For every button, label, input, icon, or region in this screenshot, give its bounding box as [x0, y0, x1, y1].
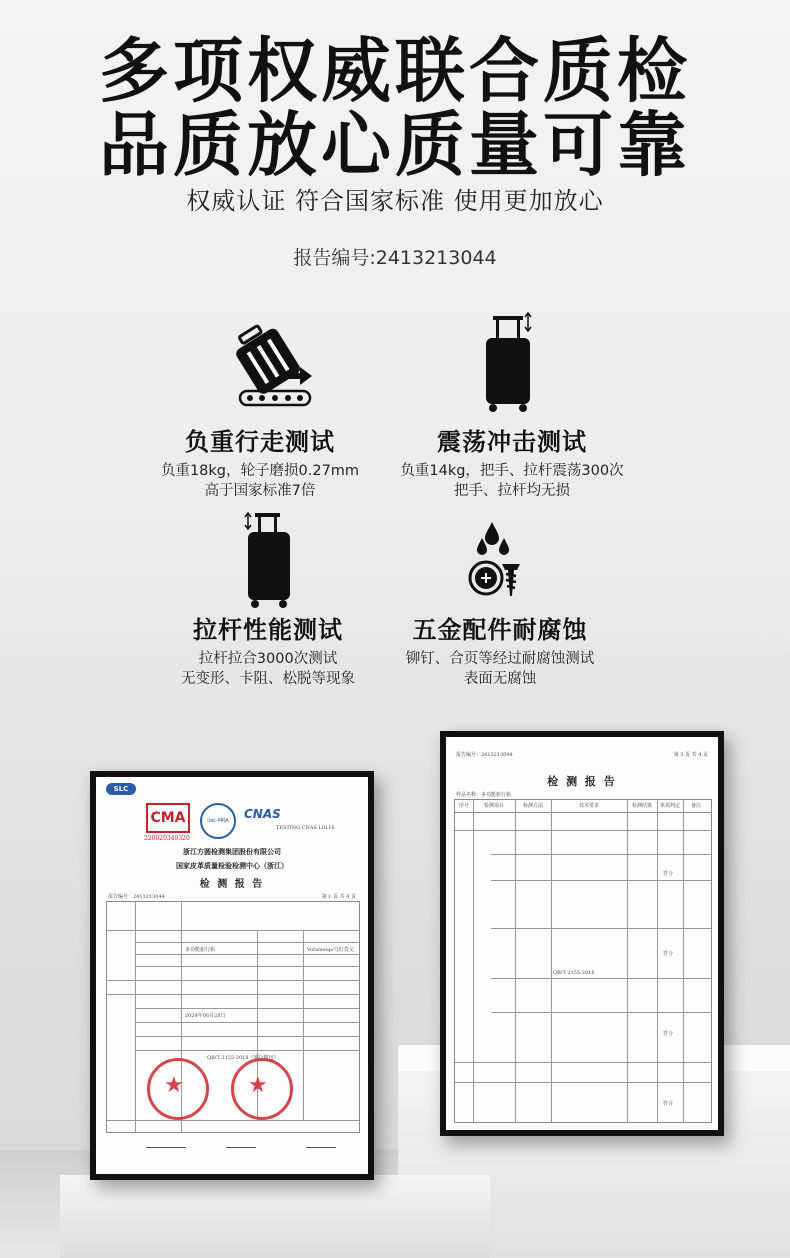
headline-line-2: 品质放心质量可靠: [99, 104, 691, 186]
report-number: 报告编号:2413213044: [293, 247, 497, 269]
feature-desc: 拉杆拉合3000次测试: [198, 651, 338, 667]
feature-desc: 表面无腐蚀: [463, 671, 537, 687]
feature-desc: 把手、拉杆均无损: [454, 483, 570, 499]
col-header: 备注: [690, 803, 701, 809]
cert-right-result: 符合: [663, 1031, 674, 1037]
col-header: 序号: [458, 803, 469, 809]
cert-left-sample: 多功能旅行箱: [185, 947, 216, 953]
podium-left: [60, 1175, 490, 1258]
cert-org-2: 国家皮革质量检验检测中心（浙江）: [176, 861, 288, 870]
col-header: 单项判定: [659, 803, 680, 809]
cert-right-result: 符合: [663, 1101, 674, 1107]
feature-desc: 无变形、卡阻、松脱等现象: [181, 671, 355, 687]
cert-left-table: [106, 901, 360, 1133]
cert-left-title: 检 测 报 告: [199, 879, 265, 890]
cert-left-report-no: 报告编号：2413213044: [108, 894, 165, 900]
cnas-text: TESTING CNAS L0116: [276, 825, 335, 831]
luggage-wheel-test-icon: [222, 315, 332, 414]
cert-left-date: 2024年06月28日: [185, 1013, 226, 1019]
mra-badge-text: ilac-MRA: [207, 818, 229, 824]
cert-right-result: 符合: [663, 871, 674, 877]
feature-title: 震荡冲击测试: [437, 428, 587, 456]
feature-desc: 铆钉、合页等经过耐腐蚀测试: [405, 651, 595, 667]
cert-right-result: 符合: [663, 951, 674, 957]
feature-desc: 负重14kg，把手、拉杆震荡300次: [400, 463, 624, 479]
certificate-right-page: [446, 737, 718, 1130]
certificate-right-frame: [440, 731, 724, 1136]
col-header: 检测方法: [522, 803, 543, 809]
cert-org-1: 浙江方圆检测集团股份有限公司: [183, 847, 281, 856]
col-header: 技术要求: [578, 803, 599, 809]
feature-shock: [362, 422, 662, 501]
col-header: 检测项目: [483, 803, 504, 809]
cnas-badge: [244, 807, 281, 821]
cert-left-brand: Volumeup/乌灯莫戈: [307, 947, 354, 953]
cma-badge: [146, 803, 190, 833]
cert-right-header-row: [455, 800, 711, 813]
signature-line: [306, 1147, 336, 1148]
feature-title: 五金配件耐腐蚀: [412, 616, 588, 644]
mra-badge: [200, 803, 236, 839]
feature-desc: 高于国家标准7倍: [204, 483, 316, 499]
slc-logo-text: SLC: [113, 785, 129, 793]
cma-number: 220020349320: [144, 835, 190, 842]
signature-line: [146, 1147, 186, 1148]
slc-logo: [106, 783, 136, 795]
cert-right-standard: QB/T 2155-2018: [553, 970, 595, 976]
signature-line: [226, 1147, 256, 1148]
headline-line-1: 多项权威联合质检: [99, 30, 691, 112]
cert-left-standard: QB/T 2155-2018《旅行箱包》: [207, 1055, 279, 1061]
cert-left-page: 第 1 页 共 4 页: [321, 894, 356, 900]
col-header: 检测结果: [631, 803, 652, 809]
cert-right-page: 第 3 页 共 4 页: [673, 752, 708, 758]
feature-corrosion: [350, 610, 650, 689]
subtitle: 权威认证 符合国家标准 使用更加放心: [186, 187, 604, 215]
cnas-badge-text: CNAS: [244, 807, 281, 821]
cert-right-title: 检 测 报 告: [547, 775, 617, 788]
feature-title: 拉杆性能测试: [193, 616, 343, 644]
certificate-left-page: [96, 777, 368, 1174]
suitcase-shock-icon: [478, 310, 538, 419]
cma-badge-text: CMA: [150, 810, 186, 826]
cert-right-sample: 样品名称：多功能旅行箱: [456, 792, 512, 798]
certificate-left-frame: [90, 771, 374, 1180]
suitcase-handle-icon: [240, 510, 300, 614]
feature-title: 负重行走测试: [185, 428, 335, 456]
feature-desc: 负重18kg，轮子磨损0.27mm: [160, 463, 360, 479]
cert-right-report-no: 报告编号：2413213044: [456, 752, 513, 758]
red-seal-right: ★: [231, 1058, 293, 1120]
red-seal-left: ★: [147, 1058, 209, 1120]
cert-right-table: [454, 799, 712, 1123]
corrosion-screw-icon: [462, 518, 532, 607]
